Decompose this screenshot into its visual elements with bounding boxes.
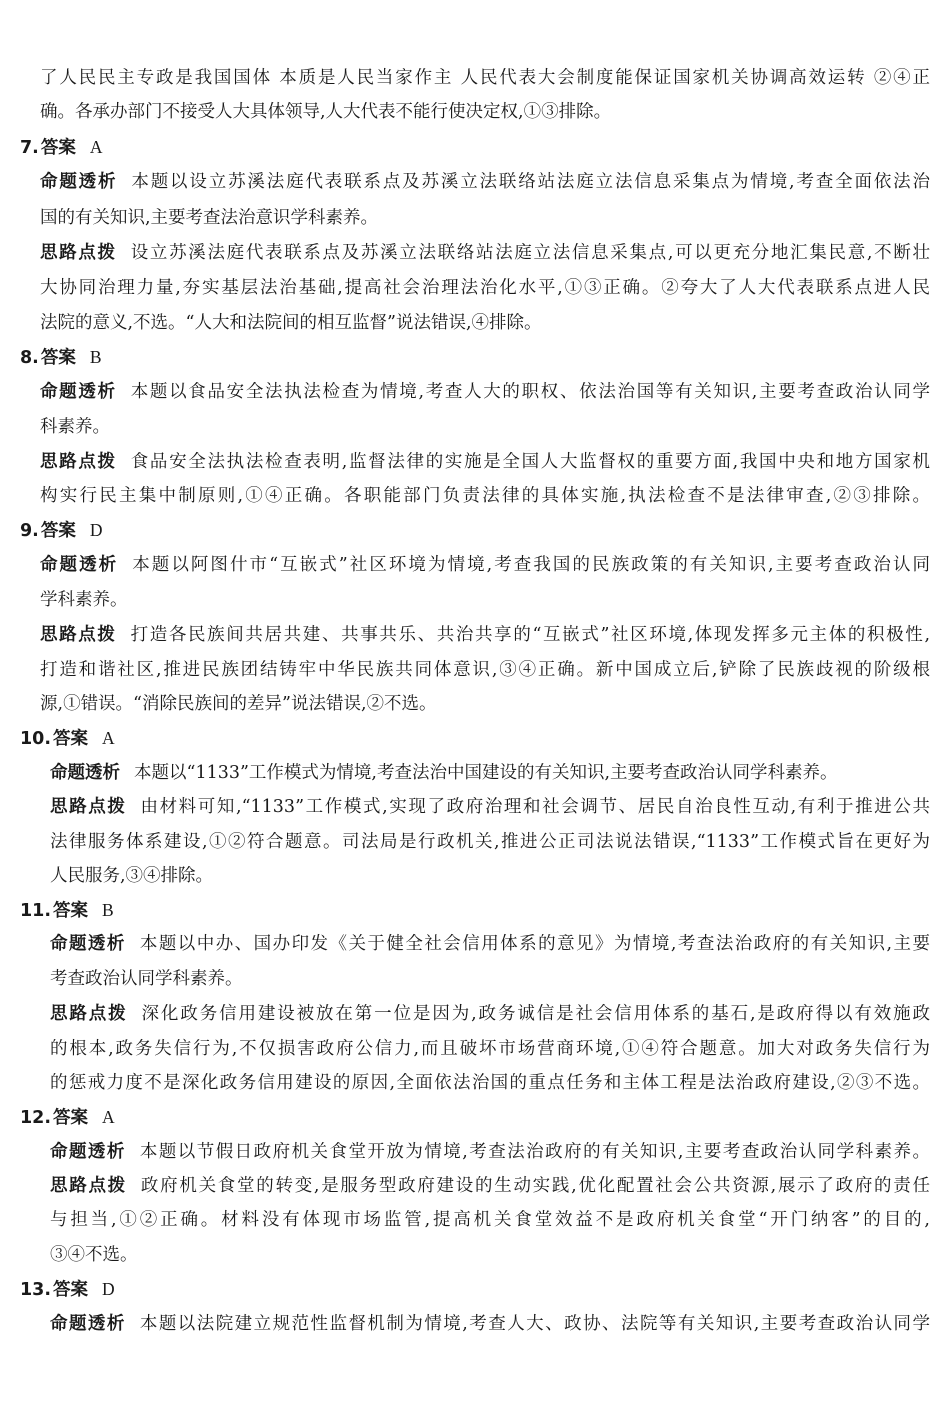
- question-number: 11.: [20, 901, 52, 921]
- answer-label: 答案: [53, 1108, 89, 1128]
- paragraph-text: 食品安全法执法检查表明,监督法律的实施是全国人大监督权的重要方面,我国中央和地方国家机: [130, 452, 931, 472]
- question-number: 10.: [20, 729, 52, 749]
- answer-letter: D: [89, 520, 103, 540]
- labeled-paragraph-line: [40, 170, 930, 194]
- labeled-paragraph-line: [50, 795, 930, 819]
- labeled-paragraph-line: [50, 1312, 930, 1336]
- answer-label: 答案: [53, 1280, 89, 1300]
- paragraph-text: 打造各民族间共居共建、共事共乐、共治共享的“互嵌式”社区环境,体现发挥多元主体的积极性,: [130, 625, 931, 645]
- section-label: 命题透析: [40, 555, 119, 575]
- labeled-paragraph-line: [40, 450, 930, 474]
- answer-letter: B: [89, 347, 102, 367]
- text-line: 打造和谐社区,推进民族团结铸牢中华民族共同体意识,③④正确。新中国成立后,铲除了民族歧视的阶级根: [40, 660, 930, 680]
- text-line: 大协同治理力量,夯实基层法治基础,提高社会治理法治化水平,①③正确。②夸大了人大代表联系点进人民: [40, 278, 930, 298]
- text-line: 考查政治认同学科素养。: [50, 969, 243, 989]
- text-line: 了人民民主专政是我国国体 本质是人民当家作主 人民代表大会制度能保证国家机关协调高效运转 ②④正: [40, 68, 930, 88]
- answer-line: [20, 135, 320, 160]
- section-label: 思路点拨: [50, 797, 127, 817]
- text-line: 法律服务体系建设,①②符合题意。司法局是行政机关,推进公正司法说法错误,“1133”工作模式旨在更好为: [50, 832, 930, 852]
- answer-label: 答案: [40, 138, 76, 158]
- labeled-paragraph-line: [40, 553, 930, 577]
- paragraph-text: 本题以设立苏溪法庭代表联系点及苏溪立法联络站法庭立法信息采集点为情境,考查全面依法治: [131, 172, 930, 192]
- labeled-paragraph-line: [50, 1174, 930, 1198]
- answer-label: 答案: [40, 521, 76, 541]
- answer-line: [20, 1105, 320, 1130]
- labeled-paragraph-line: [50, 932, 930, 956]
- question-number: 9.: [20, 521, 39, 541]
- paragraph-text: 由材料可知,“1133”工作模式,实现了政府治理和社会调节、居民自治良性互动,有利于推进公共: [140, 797, 930, 817]
- answer-letter: A: [102, 728, 115, 748]
- answer-label: 答案: [53, 901, 89, 921]
- section-label: 命题透析: [40, 172, 118, 192]
- text-line: 源,①错误。“消除民族间的差异”说法错误,②不选。: [40, 694, 437, 714]
- paragraph-text: 本题以“1133”工作模式为情境,考查法治中国建设的有关知识,主要考查政治认同学科素养。: [134, 763, 838, 783]
- labeled-paragraph-line: [50, 1002, 930, 1026]
- labeled-paragraph-line: [40, 623, 930, 647]
- labeled-paragraph-line: [40, 380, 930, 404]
- paragraph-text: 本题以阿图什市“互嵌式”社区环境为情境,考查我国的民族政策的有关知识,主要考查政治认同: [132, 555, 931, 575]
- section-label: 思路点拨: [40, 243, 117, 263]
- question-number: 13.: [20, 1280, 52, 1300]
- answer-line: [20, 518, 320, 543]
- answer-letter: B: [102, 900, 114, 920]
- section-label: 思路点拨: [50, 1176, 127, 1196]
- text-line: 构实行民主集中制原则,①④正确。各职能部门负责法律的具体实施,执法检查不是法律审查,②③排除。: [40, 486, 930, 506]
- labeled-paragraph-line: [40, 241, 930, 265]
- paragraph-text: 本题以节假日政府机关食堂开放为情境,考查法治政府的有关知识,主要考查政治认同学科素养。: [139, 1142, 930, 1162]
- paragraph-text: 本题以中办、国办印发《关于健全社会信用体系的意见》为情境,考查法治政府的有关知识,主要: [139, 934, 930, 954]
- section-label: 命题透析: [50, 763, 120, 783]
- question-number: 8.: [20, 348, 39, 368]
- text-line: 确。各承办部门不接受人大具体领导,人大代表不能行使决定权,①③排除。: [40, 102, 612, 122]
- labeled-paragraph-line: [50, 761, 930, 785]
- paragraph-text: 本题以法院建立规范性监督机制为情境,考查人大、政协、法院等有关知识,主要考查政治认同学: [139, 1314, 930, 1334]
- text-line: 科素养。: [40, 417, 110, 437]
- answer-line: [20, 726, 320, 751]
- question-number: 7.: [20, 138, 39, 158]
- text-line: 的根本,政务失信行为,不仅损害政府公信力,而且破坏市场营商环境,①④符合题意。加大对政务失信行为: [50, 1039, 930, 1059]
- answer-letter: A: [102, 1107, 115, 1127]
- section-label: 命题透析: [40, 382, 117, 402]
- text-line: 人民服务,③④排除。: [50, 866, 214, 886]
- paragraph-text: 深化政务信用建设被放在第一位是因为,政务诚信是社会信用体系的基石,是政府得以有效施政: [141, 1004, 930, 1024]
- answer-line: [20, 1277, 320, 1302]
- text-line: ③④不选。: [50, 1245, 138, 1265]
- text-line: 国的有关知识,主要考查法治意识学科素养。: [40, 208, 379, 228]
- answer-label: 答案: [53, 729, 89, 749]
- section-label: 命题透析: [50, 934, 126, 954]
- answer-label: 答案: [40, 348, 76, 368]
- answer-letter: D: [102, 1279, 115, 1299]
- question-number: 12.: [20, 1108, 52, 1128]
- section-label: 思路点拨: [50, 1004, 128, 1024]
- paragraph-text: 设立苏溪法庭代表联系点及苏溪立法联络站法庭立法信息采集点,可以更充分地汇集民意,不断壮: [130, 243, 931, 263]
- paragraph-text: 本题以食品安全法执法检查为情境,考查人大的职权、依法治国等有关知识,主要考查政治认同学: [130, 382, 931, 402]
- answer-line: [20, 345, 320, 370]
- answer-line: [20, 898, 320, 923]
- labeled-paragraph-line: [50, 1140, 930, 1164]
- section-label: 思路点拨: [40, 452, 117, 472]
- section-label: 思路点拨: [40, 625, 117, 645]
- section-label: 命题透析: [50, 1314, 126, 1334]
- section-label: 命题透析: [50, 1142, 126, 1162]
- paragraph-text: 政府机关食堂的转变,是服务型政府建设的生动实践,优化配置社会公共资源,展示了政府的责任: [140, 1176, 931, 1196]
- text-line: 法院的意义,不选。“人大和法院间的相互监督”说法错误,④排除。: [40, 313, 542, 333]
- text-line: 的惩戒力度不是深化政务信用建设的原因,全面依法治国的重点任务和主体工程是法治政府建设,②③不选。: [50, 1073, 930, 1093]
- text-line: 学科素养。: [40, 590, 128, 610]
- answer-letter: A: [89, 137, 103, 157]
- text-line: 与担当,①②正确。材料没有体现市场监管,提高机关食堂效益不是政府机关食堂“开门纳客”的目的,: [50, 1210, 930, 1230]
